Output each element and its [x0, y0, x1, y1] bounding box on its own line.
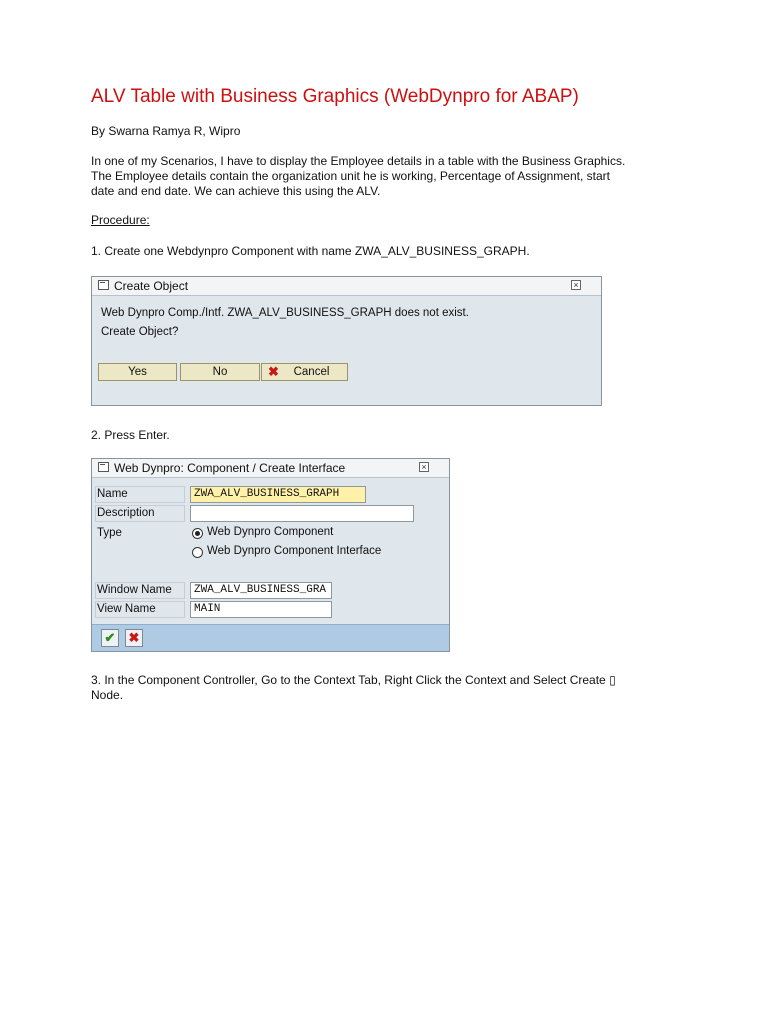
dialog-title: Create Object	[114, 279, 189, 293]
name-input[interactable]: ZWA_ALV_BUSINESS_GRAPH	[190, 486, 366, 503]
window-name-input[interactable]: ZWA_ALV_BUSINESS_GRA	[190, 582, 332, 599]
view-name-label: View Name	[97, 603, 156, 615]
close-icon[interactable]: ×	[571, 280, 581, 290]
cancel-button-label: Cancel	[293, 366, 330, 378]
type-label: Type	[97, 527, 122, 539]
window-icon	[98, 462, 109, 472]
step-3-paragraph	[91, 673, 677, 703]
procedure-heading: Procedure:	[91, 213, 150, 227]
no-button[interactable]: No	[180, 363, 260, 381]
description-input[interactable]	[190, 505, 414, 522]
close-icon[interactable]: ×	[419, 462, 429, 472]
component-radio[interactable]	[192, 528, 203, 539]
dialog-titlebar	[92, 277, 601, 296]
dialog-footer	[92, 624, 449, 651]
view-name-input[interactable]: MAIN	[190, 601, 332, 618]
interface-radio[interactable]	[192, 547, 203, 558]
window-name-label: Window Name	[97, 584, 172, 596]
name-label: Name	[97, 488, 128, 500]
cancel-x-icon[interactable]: ✖	[125, 629, 143, 647]
cancel-icon: ✖	[268, 364, 279, 379]
dialog-title: Web Dynpro: Component / Create Interface	[114, 461, 346, 475]
cancel-button[interactable]	[261, 363, 348, 381]
dialog-titlebar	[92, 459, 449, 478]
intro-line: date and end date. We can achieve this using the ALV.	[91, 184, 381, 198]
create-object-dialog	[91, 276, 602, 406]
doc-title: ALV Table with Business Graphics (WebDynpro for ABAP)	[91, 86, 579, 107]
component-radio-label: Web Dynpro Component	[207, 526, 334, 538]
intro-paragraph	[91, 154, 677, 199]
step-2-text: 2. Press Enter.	[91, 428, 170, 442]
dialog-message-line: Create Object?	[101, 326, 179, 338]
doc-byline: By Swarna Ramya R, Wipro	[91, 124, 241, 138]
window-icon	[98, 280, 109, 290]
confirm-check-icon[interactable]: ✔	[101, 629, 119, 647]
intro-line: The Employee details contain the organization unit he is working, Percentage of Assignment, start	[91, 169, 610, 183]
intro-line: In one of my Scenarios, I have to display the Employee details in a table with the Business Graphics.	[91, 154, 626, 168]
dialog-message-line: Web Dynpro Comp./Intf. ZWA_ALV_BUSINESS_GRAPH does not exist.	[101, 307, 469, 319]
step-3-line: Node.	[91, 688, 124, 702]
create-component-dialog	[91, 458, 450, 652]
step-1-text: 1. Create one Webdynpro Component with name ZWA_ALV_BUSINESS_GRAPH.	[91, 244, 530, 258]
description-label: Description	[97, 507, 155, 519]
yes-button[interactable]: Yes	[98, 363, 177, 381]
step-3-line: 3. In the Component Controller, Go to the Context Tab, Right Click the Context and Select Create ▯	[91, 673, 616, 687]
interface-radio-label: Web Dynpro Component Interface	[207, 545, 382, 557]
